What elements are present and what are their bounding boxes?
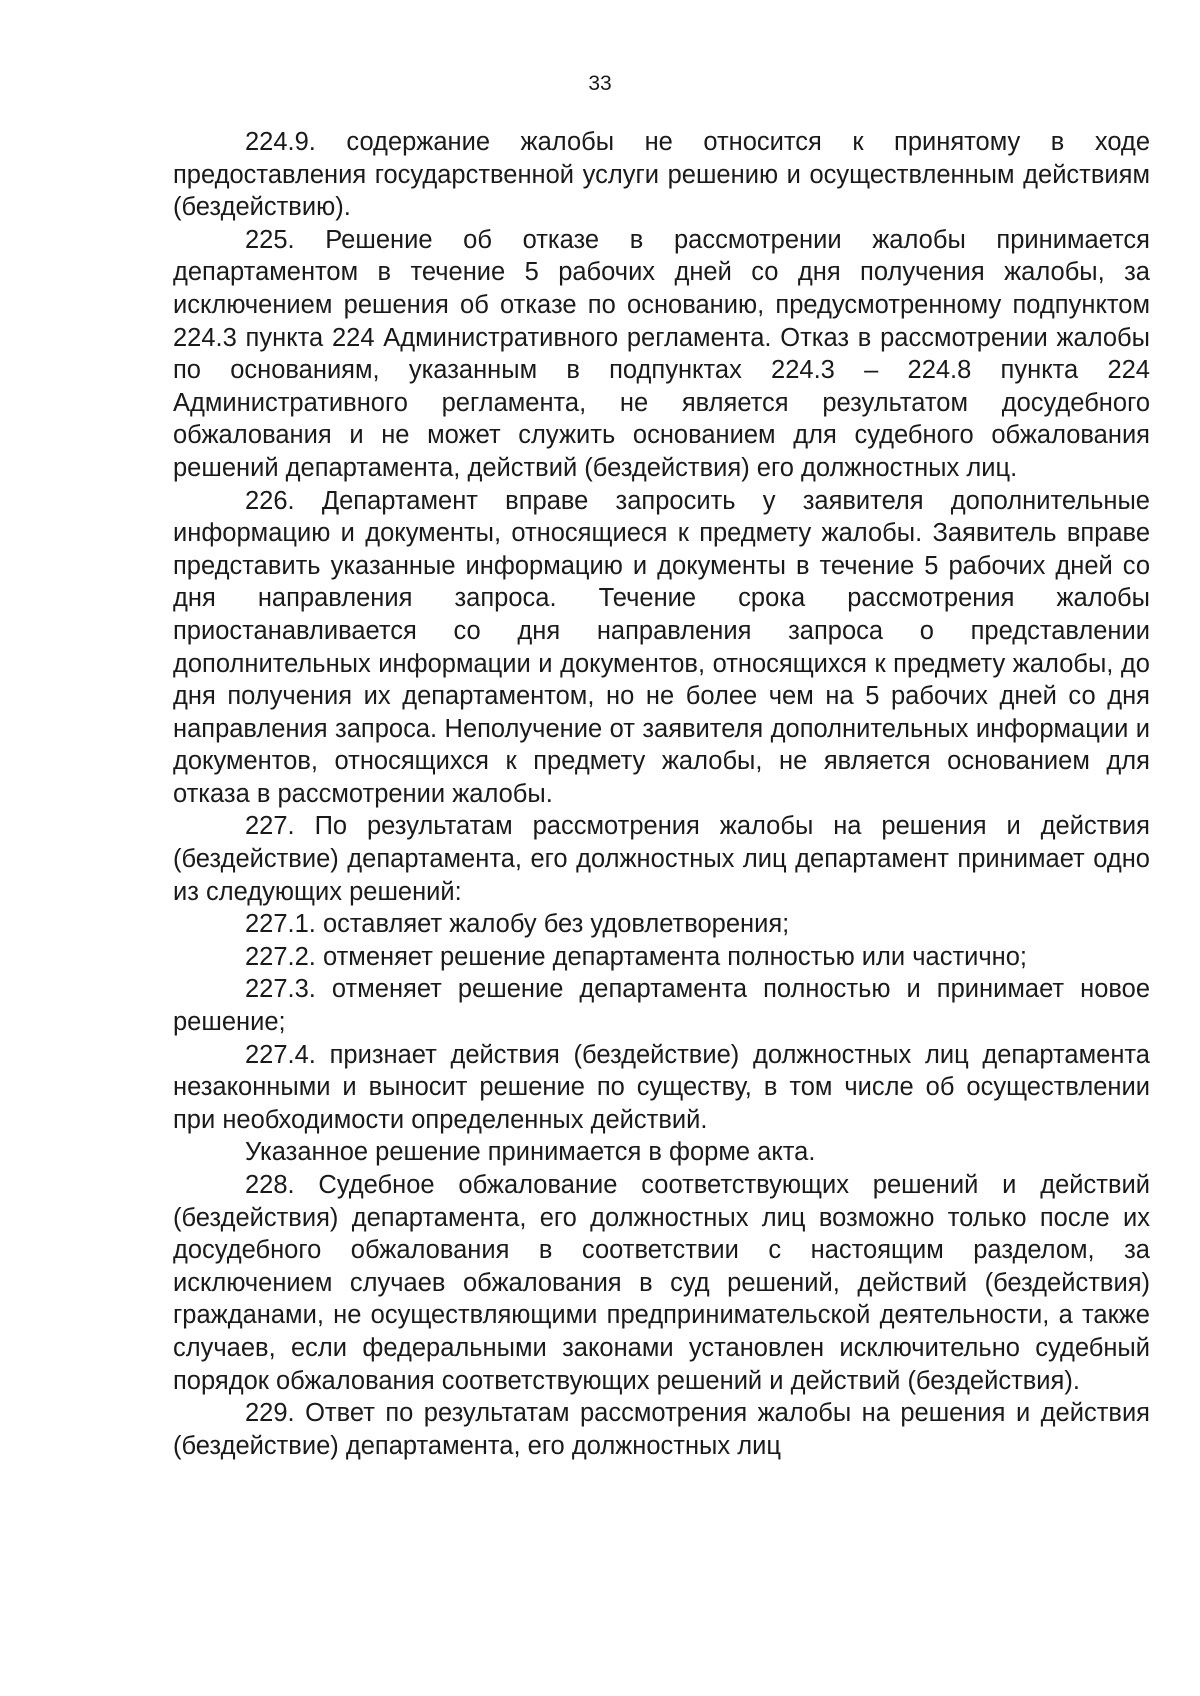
paragraph-227-2: 227.2. отменяет решение департамента полностью или частично; <box>245 942 1028 971</box>
paragraph-227: 227. По результатам рассмотрения жалобы на решения и действия (бездействие) департамента, его должностных лиц департамент принимает одно из следующих решений: <box>173 812 1150 906</box>
paragraph-228: 228. Судебное обжалование соответствующих решений и действий (бездействия) департамента, его должностных лиц возможно только после их досудебного обжалования в соответствии с настоящим разделом, за исключением случаев обжалования в суд решений, действий (бездействия) гражданами, не осуществляющими предпринимательской деятельности, а также случаев, если федеральными законами установлен исключительно судебный порядок обжалования соответствующих решений и действий (бездействия). <box>173 1171 1150 1395</box>
paragraph-224-9: 224.9. содержание жалобы не относится к принятому в ходе предоставления государственной услуги решению и осуществленным действиям (бездействию). <box>173 128 1150 222</box>
paragraph-act-form: Указанное решение принимается в форме акта. <box>245 1138 816 1167</box>
paragraph-227-1: 227.1. оставляет жалобу без удовлетворения; <box>245 910 790 939</box>
page-number: 33 <box>588 72 612 95</box>
paragraph-226: 226. Департамент вправе запросить у заявителя дополнительные информацию и документы, относящиеся к предмету жалобы. Заявитель вправе представить указанные информацию и документы в течение 5 рабочих дней со дня направления запроса. Течение срока рассмотрения жалобы приостанавливается со дня направления запроса о представлении дополнительных информации и документов, относящихся к предмету жалобы, до дня получения их департаментом, но не более чем на 5 рабочих дней со дня направления запроса. Неполучение от заявителя дополнительных информации и документов, относящихся к предмету жалобы, не является основанием для отказа в рассмотрении жалобы. <box>173 486 1150 808</box>
paragraph-229: 229. Ответ по результатам рассмотрения жалобы на решения и действия (бездействие) департамента, его должностных лиц <box>173 1399 1150 1460</box>
document-body <box>173 126 1150 1462</box>
paragraph-227-4: 227.4. признает действия (бездействие) должностных лиц департамента незаконными и выносит решение по существу, в том числе об осуществлении при необходимости определенных действий. <box>173 1040 1150 1134</box>
paragraph-225: 225. Решение об отказе в рассмотрении жалобы принимается департаментом в течение 5 рабочих дней со дня получения жалобы, за исключением решения об отказе по основанию, предусмотренному подпунктом 224.3 пункта 224 Административного регламента. Отказ в рассмотрении жалобы по основаниям, указанным в подпунктах 224.3 – 224.8 пункта 224 Административного регламента, не является результатом досудебного обжалования и не может служить основанием для судебного обжалования решений департамента, действий (бездействия) его должностных лиц. <box>173 225 1150 482</box>
paragraph-227-3: 227.3. отменяет решение департамента полностью и принимает новое решение; <box>173 975 1150 1037</box>
